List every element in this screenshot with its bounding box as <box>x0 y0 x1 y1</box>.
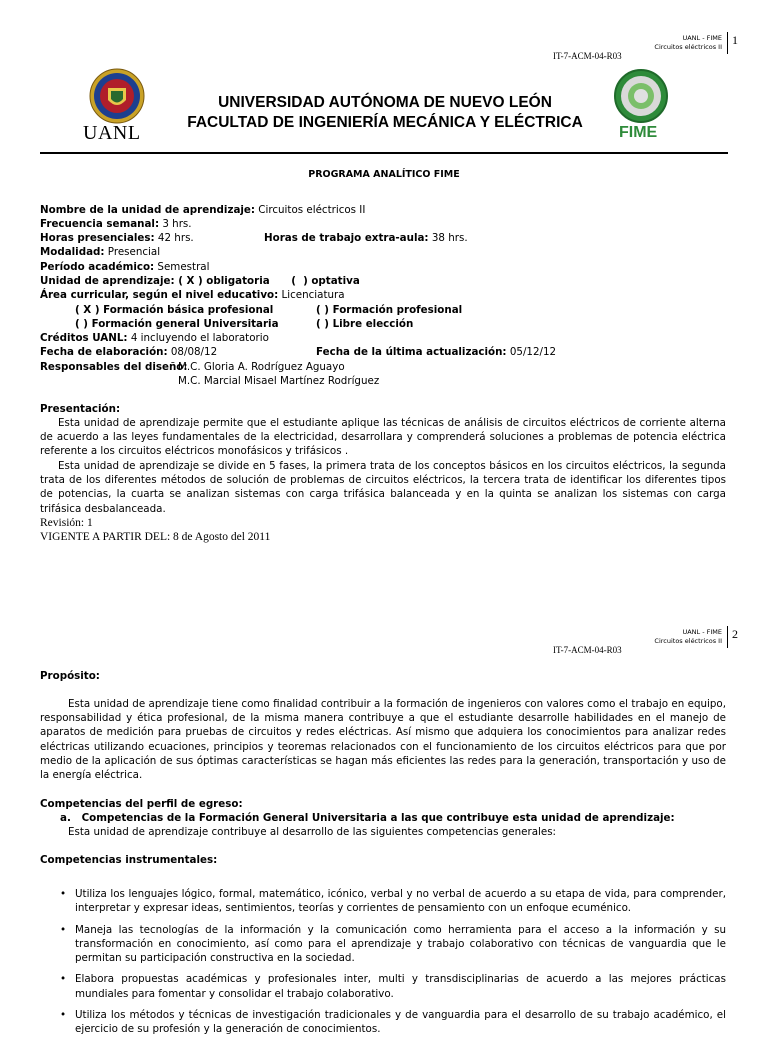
fime-logo <box>612 68 670 144</box>
field-frecuencia: Frecuencia semanal: 3 hrs. <box>40 218 192 230</box>
option-formacion-general: ( ) Formación general Universitaria <box>75 318 279 330</box>
field-area: Área curricular, según el nivel educativo: Licenciatura <box>40 289 345 301</box>
page-header-course: Circuitos eléctricos II <box>654 43 722 51</box>
page-2-number: 2 <box>732 627 738 641</box>
field-fecha-elaboracion: Fecha de elaboración: 08/08/12 <box>40 346 218 358</box>
list-item: • Utiliza los lenguajes lógico, formal, matemático, icónico, verbal y no verbal de acuerdo a su etapa de vida, para comprender, interpretar y expresar ideas, sentimientos, teorías y corrientes de pensamiento con un enfoque ecuménico. <box>40 887 726 916</box>
page-2-header-course: Circuitos eléctricos II <box>654 637 722 645</box>
list-item: • Elabora propuestas académicas y profesionales inter, multi y transdisciplinarias de acuerdo a las mejores prácticas mundiales para fomentar y consolidar el trabajo colaborativo. <box>40 972 726 1001</box>
header-divider <box>727 32 728 54</box>
field-modalidad: Modalidad: Presencial <box>40 246 161 258</box>
fime-logo-text: FIME <box>619 124 658 141</box>
page-2-header-org: UANL - FIME <box>682 628 722 636</box>
option-libre-eleccion: ( ) Libre elección <box>316 318 414 330</box>
proposito-heading: Propósito: <box>40 670 100 682</box>
field-responsables-label: Responsables del diseño: <box>40 361 188 373</box>
fime-gear-icon <box>612 68 670 126</box>
uanl-logo <box>83 66 148 146</box>
list-item: • Utiliza los métodos y técnicas de investigación tradicionales y de vanguardia para el desarrollo de su trabajo académico, el ejercicio de su profesión y la generación de conocimientos. <box>40 1008 726 1037</box>
revision-text: Revisión: 1 <box>40 517 93 529</box>
proposito-paragraph: Esta unidad de aprendizaje tiene como finalidad contribuir a la formación de ingenieros con valores como el trabajo en equipo, responsabilidad y ética profesional, de la misma manera contribuye a que el estudiante desarrolle habilidades en el manejo de aparatos de medición para pruebas de circuitos y redes eléctricas. Así mismo que adquiera los conocimientos para analizar redes eléctricas utilizando ecuaciones, principios y teoremas relacionados con el funcionamiento de los circuitos eléctricos para que por medio de la aplicación de sus óptimas características se hagan más eficientes las redes para la generación, transportación y uso de la energía eléctrica. <box>40 698 726 782</box>
list-item: • Maneja las tecnologías de la información y la comunicación como herramienta para el acceso a la información y su transformación en conocimiento, así como para el aprendizaje y trabajo colaborativo con técnicas de vanguardia que le permitan su participación constructiva en la sociedad. <box>40 923 726 966</box>
uanl-logo-text: UANL <box>83 122 141 144</box>
page-2-document-code: IT-7-ACM-04-R03 <box>553 645 622 655</box>
responsable-2: M.C. Marcial Misael Martínez Rodríguez <box>178 375 380 387</box>
field-extra-aula: Horas de trabajo extra-aula: 38 hrs. <box>264 232 468 244</box>
university-title: UNIVERSIDAD AUTÓNOMA DE NUEVO LEÓN <box>218 94 552 111</box>
presentacion-paragraph-1: Esta unidad de aprendizaje permite que el estudiante aplique las técnicas de análisis de circuitos eléctricos de corriente alterna de acuerdo a las leyes fundamentales de la electricidad, desarrollara y comprenderá soluciones a problemas de potencia eléctrica referente a los circuitos eléctricos monofásicos y trifásicos . <box>40 417 726 458</box>
option-formacion-profesional: ( ) Formación profesional <box>316 304 463 316</box>
responsable-1: M.C. Gloria A. Rodríguez Aguayo <box>178 361 345 373</box>
field-fecha-actualizacion: Fecha de la última actualización: 05/12/12 <box>316 346 557 358</box>
page-header-org: UANL - FIME <box>682 34 722 42</box>
field-periodo: Período académico: Semestral <box>40 261 210 273</box>
presentacion-heading: Presentación: <box>40 403 121 415</box>
presentacion-paragraph-2: Esta unidad de aprendizaje se divide en 5 fases, la primera trata de los conceptos básicos en los circuitos eléctricos, la segunda trata de los diferentes métodos de solución de problemas de circuitos eléctricos, la tercera trata de identificar los diferentes tipos de potencias, la cuarta se analizan sistemas con carga trifásica balanceada y en la quinta se analizan los sistemas con carga trifásica desbalanceada. <box>40 460 726 515</box>
header-rule <box>40 152 728 154</box>
instrumentales-heading: Competencias instrumentales: <box>40 854 218 866</box>
option-formacion-basica: ( X ) Formación básica profesional <box>75 304 274 316</box>
competencias-heading: Competencias del perfil de egreso: <box>40 798 243 810</box>
document-code: IT-7-ACM-04-R03 <box>553 51 622 61</box>
program-subtitle: PROGRAMA ANALÍTICO FIME <box>308 169 460 180</box>
page-2-header-divider <box>727 626 728 648</box>
field-nombre: Nombre de la unidad de aprendizaje: Circuitos eléctricos II <box>40 204 366 216</box>
competencias-intro: Esta unidad de aprendizaje contribuye al desarrollo de las siguientes competencias generales: <box>68 826 557 838</box>
uanl-seal-icon <box>86 66 148 126</box>
field-horas: Horas presenciales: 42 hrs. <box>40 232 194 244</box>
vigente-text: VIGENTE A PARTIR DEL: 8 de Agosto del 2011 <box>40 531 271 543</box>
competencias-item-a: a. Competencias de la Formación General Universitaria a las que contribuye esta unidad de aprendizaje: <box>60 812 675 824</box>
competencias-list <box>40 887 726 1044</box>
faculty-title: FACULTAD DE INGENIERÍA MECÁNICA Y ELÉCTRICA <box>187 114 583 131</box>
page-number: 1 <box>732 33 738 47</box>
field-unidad: Unidad de aprendizaje: ( X ) obligatoria ( ) optativa <box>40 275 360 287</box>
field-creditos: Créditos UANL: 4 incluyendo el laboratorio <box>40 332 269 344</box>
